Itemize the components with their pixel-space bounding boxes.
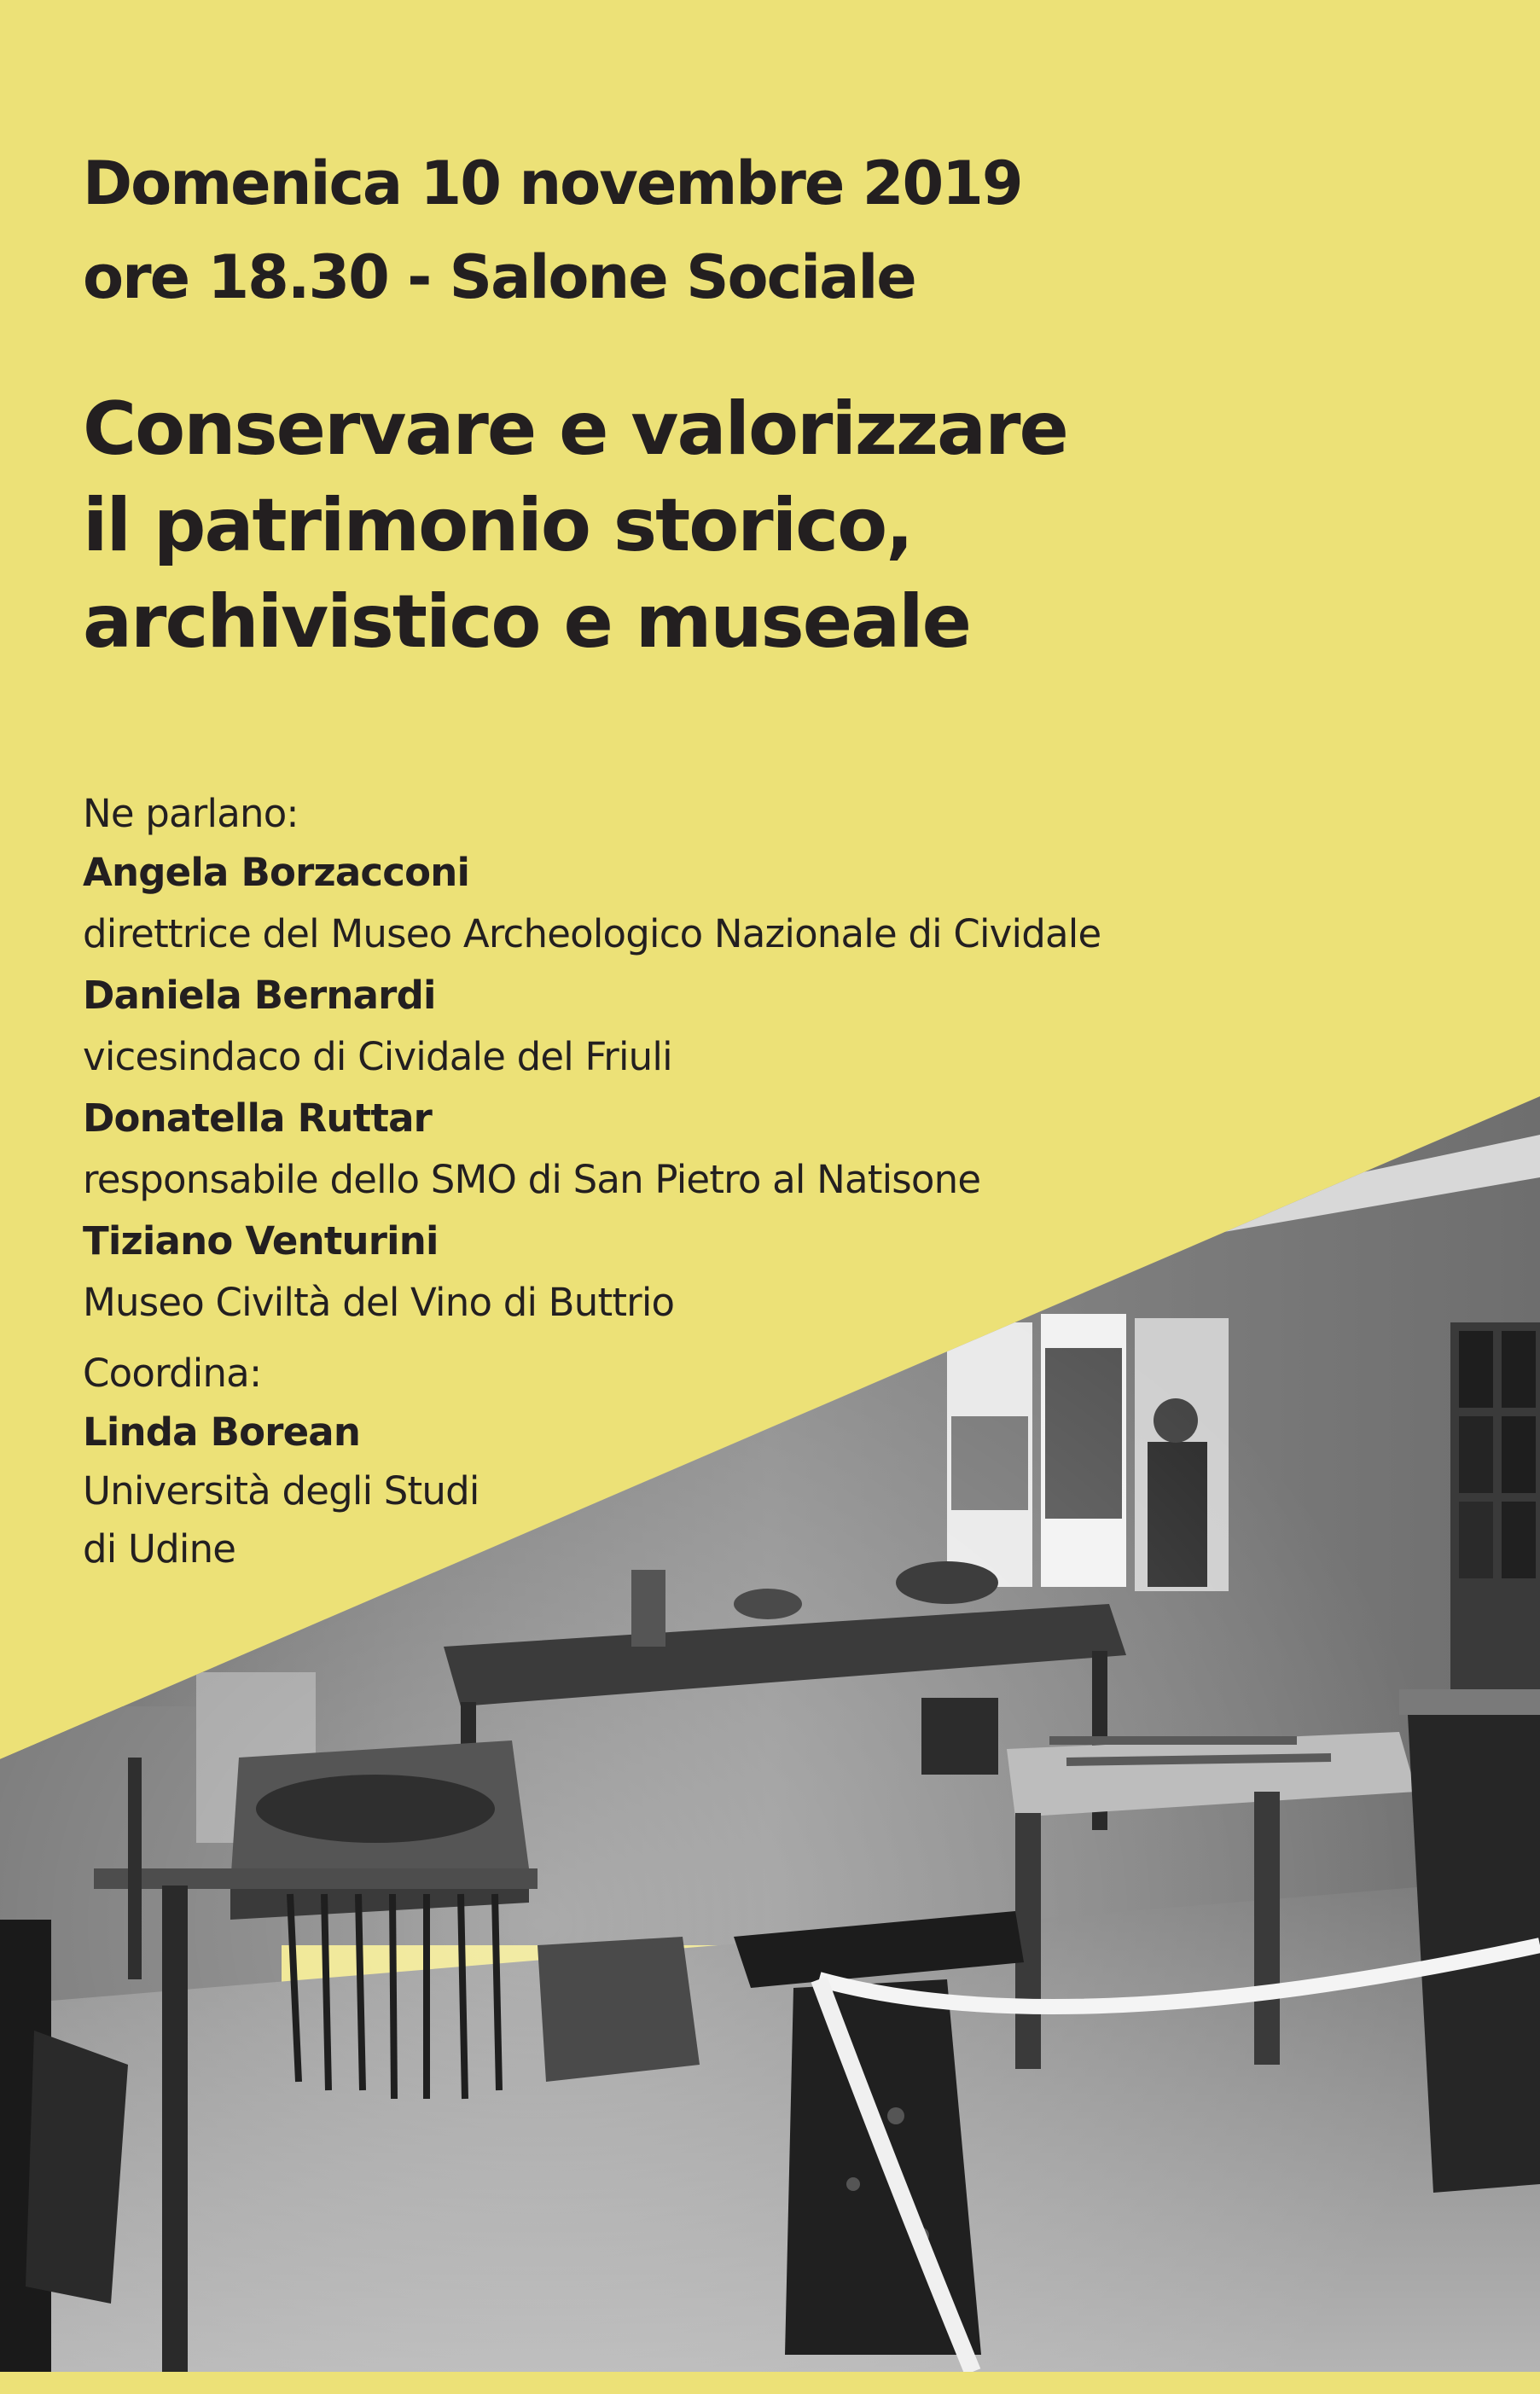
event-title-line-2: il patrimonio storico, — [83, 483, 912, 568]
speaker-name: Angela Borzacconi — [83, 850, 470, 895]
speaker-role: vicesindaco di Cividale del Friuli — [83, 1034, 672, 1079]
moderator-role-line-1: Università degli Studi — [83, 1468, 479, 1514]
speaker-name: Tiziano Venturini — [83, 1218, 439, 1264]
speakers-intro: Ne parlano: — [83, 791, 299, 836]
moderator-name: Linda Borean — [83, 1409, 361, 1455]
speaker-name: Donatella Ruttar — [83, 1095, 433, 1141]
event-date-heading — [83, 137, 1363, 324]
event-date: Domenica 10 novembre 2019 — [83, 148, 1022, 218]
event-title — [83, 381, 1448, 671]
event-time-place: ore 18.30 - Salone Sociale — [83, 242, 915, 312]
speaker-name: Daniela Bernardi — [83, 973, 436, 1018]
speaker-role: direttrice del Museo Archeologico Nazionale di Cividale — [83, 911, 1101, 956]
event-title-line-1: Conservare e valorizzare — [83, 386, 1067, 472]
bottom-band — [0, 2372, 1540, 2394]
event-title-line-3: archivistico e museale — [83, 579, 970, 665]
speakers-block — [83, 785, 1277, 1578]
moderator-intro: Coordina: — [83, 1351, 262, 1396]
speaker-role: Museo Civiltà del Vino di Buttrio — [83, 1280, 675, 1325]
speaker-role: responsabile dello SMO di San Pietro al Natisone — [83, 1157, 981, 1202]
moderator-role-line-2: di Udine — [83, 1526, 236, 1572]
